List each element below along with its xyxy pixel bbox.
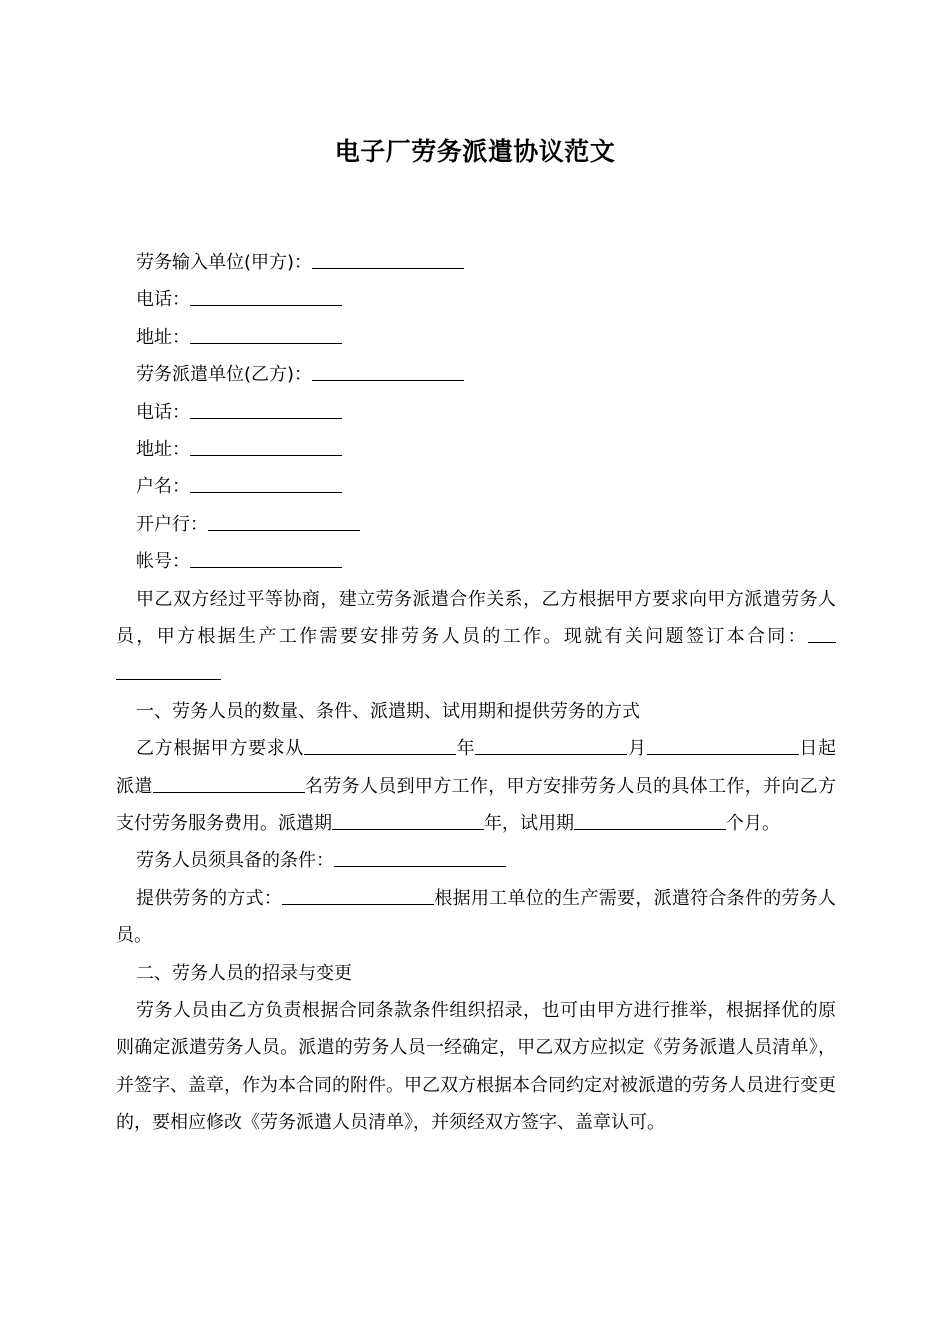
bank-field xyxy=(116,506,836,543)
recruitment-paragraph: 劳务人员由乙方负责根据合同条款条件组织招录，也可由甲方进行推举，根据择优的原则确定派遣劳务人员。派遣的劳务人员一经确定，甲乙双方应拟定《劳务派遣人员清单》，并签字、盖章，作为本合同的附件。甲乙双方根据本合同约定对被派遣的劳务人员进行变更的，要相应修改《劳务派遣人员清单》，并须经双方签字、盖章认可。 xyxy=(116,999,836,1134)
section-1-heading: 一、劳务人员的数量、条件、派遣期、试用期和提供劳务的方式 xyxy=(136,700,640,722)
fill-blank xyxy=(647,734,799,755)
intro-text: 甲乙双方经过平等协商，建立劳务派遣合作关系，乙方根据甲方要求向甲方派遣劳务人员，甲方根据生产工作需要安排劳务人员的工作。现就有关问题签订本合同： xyxy=(116,588,836,647)
fill-blank xyxy=(282,884,434,905)
intro-paragraph xyxy=(116,581,836,693)
dispatch-text-6: 年，试用期 xyxy=(484,812,574,834)
method-label: 提供劳务的方式： xyxy=(136,887,283,909)
party-b-name-field xyxy=(116,356,836,393)
dispatch-text-1: 乙方根据甲方要求从 xyxy=(136,738,304,760)
fill-blank xyxy=(475,734,627,755)
dispatch-text-3: 月 xyxy=(627,738,647,760)
party-b-address-field xyxy=(116,431,836,468)
conditions-field xyxy=(116,842,836,879)
method-text: 根据用工单位的生产需要，派遣符合条件的劳务人员。 xyxy=(116,887,837,947)
document-body xyxy=(116,244,836,1142)
field-label: 地址： xyxy=(136,326,190,348)
fill-blank xyxy=(312,360,464,381)
fill-blank xyxy=(208,510,360,531)
fill-blank xyxy=(190,472,342,493)
field-label: 电话： xyxy=(136,401,190,423)
fill-blank xyxy=(153,772,305,793)
field-label: 劳务输入单位(甲方)： xyxy=(136,252,313,273)
method-paragraph xyxy=(116,880,836,955)
fill-blank xyxy=(190,547,342,568)
fill-blank xyxy=(190,435,342,456)
fill-blank xyxy=(116,659,221,680)
fill-blank xyxy=(304,734,456,755)
field-label: 电话： xyxy=(136,289,190,311)
dispatch-text-4: 日起派遣 xyxy=(116,738,837,797)
dispatch-paragraph xyxy=(116,730,836,842)
fill-blank xyxy=(334,846,506,867)
dispatch-text-2: 年 xyxy=(456,738,476,760)
section-2-heading: 二、劳务人员的招录与变更 xyxy=(136,962,352,984)
field-label: 开户行： xyxy=(136,513,208,535)
field-label: 地址： xyxy=(136,438,190,460)
fill-blank xyxy=(312,248,464,269)
dispatch-text-7: 个月。 xyxy=(726,812,780,834)
account-name-field xyxy=(116,468,836,505)
party-a-name-field xyxy=(116,244,836,281)
account-number-field xyxy=(116,543,836,580)
party-a-address-field xyxy=(116,319,836,356)
field-label: 帐号： xyxy=(136,551,190,573)
party-b-phone-field xyxy=(116,394,836,431)
fill-blank xyxy=(190,398,342,419)
field-label: 户名： xyxy=(136,476,190,498)
fill-blank xyxy=(190,285,342,306)
fill-blank xyxy=(574,809,726,830)
fill-blank xyxy=(332,809,484,830)
fill-blank xyxy=(808,622,836,643)
field-label: 劳务派遣单位(乙方)： xyxy=(136,364,313,386)
field-label: 劳务人员须具备的条件： xyxy=(136,850,334,872)
fill-blank xyxy=(190,323,342,344)
dispatch-text-5: 名劳务人员到甲方工作，甲方安排劳务人员的具体工作，并向乙方支付劳务服务费用。派遣期 xyxy=(116,775,837,834)
document-title: 电子厂劳务派遣协议范文 xyxy=(334,137,616,166)
party-a-phone-field xyxy=(116,281,836,318)
